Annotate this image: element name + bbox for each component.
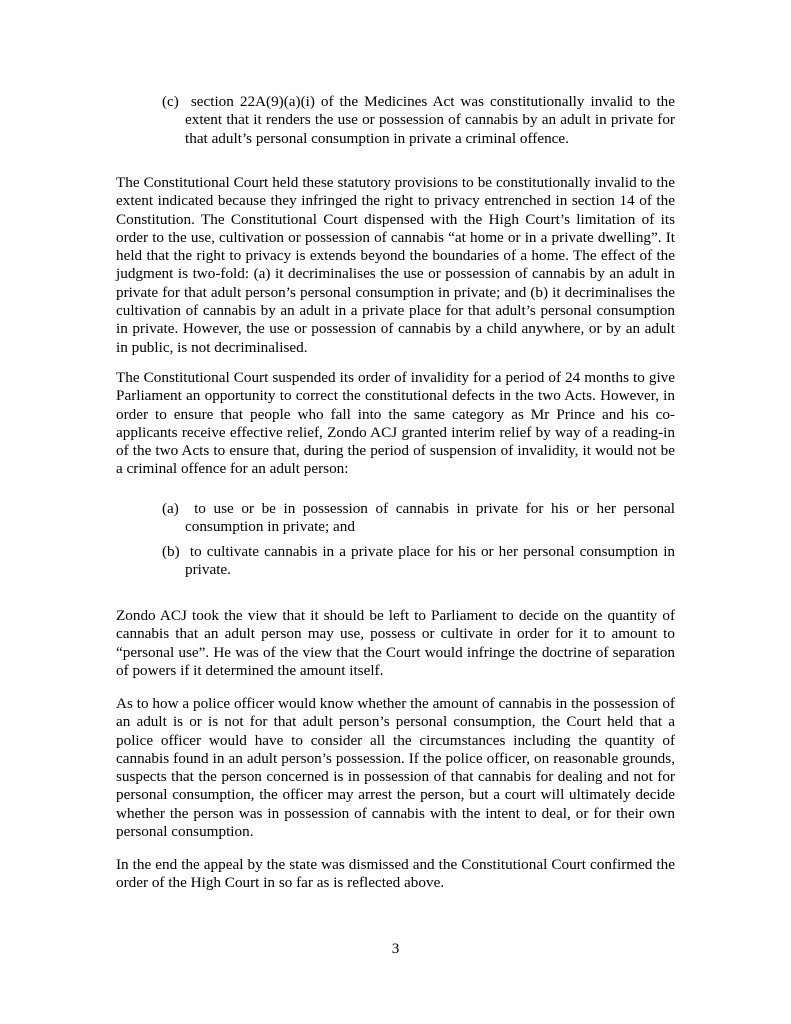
list-marker: (b) [162,543,180,560]
list-item-text: to use or be in possession of cannabis in private for his or her personal consumption in private; and [185,500,675,536]
list-item-text: to cultivate cannabis in a private place for his or her personal consumption in private. [185,543,676,579]
list-item-a [162,500,675,537]
list-marker: (a) [162,500,179,517]
list-item-text: section 22A(9)(a)(i) of the Medicines Act was constitutionally invalid to the extent that it renders the use or possession of cannabis by an adult in private for that adult’s personal consumption in private a criminal offence. [185,93,676,147]
paragraph-suspension: The Constitutional Court suspended its order of invalidity for a period of 24 months to give Parliament an opportunity to correct the constitutional defects in the two Acts. However, in order to ensure that people who fall into the same category as Mr Prince and his co-applicants receive effective relief, Zondo ACJ granted interim relief by way of a reading-in of the two Acts to ensure that, during the period of suspension of invalidity, it would not be a criminal offence for an adult person: [116,369,675,478]
list-item-c [162,93,675,148]
paragraph-quantity: Zondo ACJ took the view that it should be left to Parliament to decide on the quantity of cannabis that an adult person may use, possess or cultivate in order for it to amount to “personal use”. He was of the view that the Court would infringe the doctrine of separation of powers if it determined the amount itself. [116,607,675,679]
paragraph-police: As to how a police officer would know whether the amount of cannabis in the possession of an adult is or is not for that adult person’s personal consumption, the Court held that a police officer would have to consider all the circumstances including the quantity of cannabis found in an adult person’s possession. If the police officer, on reasonable grounds, suspects that the person concerned is in possession of that cannabis for dealing and not for personal consumption, the officer may arrest the person, but a court will ultimately decide whether the person was in possession of cannabis with the intent to deal, or for their own personal consumption. [116,695,675,841]
list-item-b [162,543,675,580]
paragraph-holding: The Constitutional Court held these statutory provisions to be constitutionally invalid to the extent indicated because they infringed the right to privacy entrenched in section 14 of the Constitution. The Constitutional Court dispensed with the High Court’s limitation of its order to the use, cultivation or possession of cannabis “at home or in a private dwelling”. It held that the right to privacy is extends beyond the boundaries of a home. The effect of the judgment is two-fold: (a) it decriminalises the use or possession of cannabis by an adult in private for that adult person’s personal consumption in private; and (b) it decriminalises the cultivation of cannabis by an adult in a private place for that adult’s personal consumption in private. However, the use or possession of cannabis by a child anywhere, or by an adult in public, is not decriminalised. [116,174,675,356]
page-number: 3 [391,940,400,957]
paragraph-conclusion: In the end the appeal by the state was dismissed and the Constitutional Court confirmed the order of the High Court in so far as is reflected above. [116,856,675,892]
list-marker: (c) [162,93,179,110]
